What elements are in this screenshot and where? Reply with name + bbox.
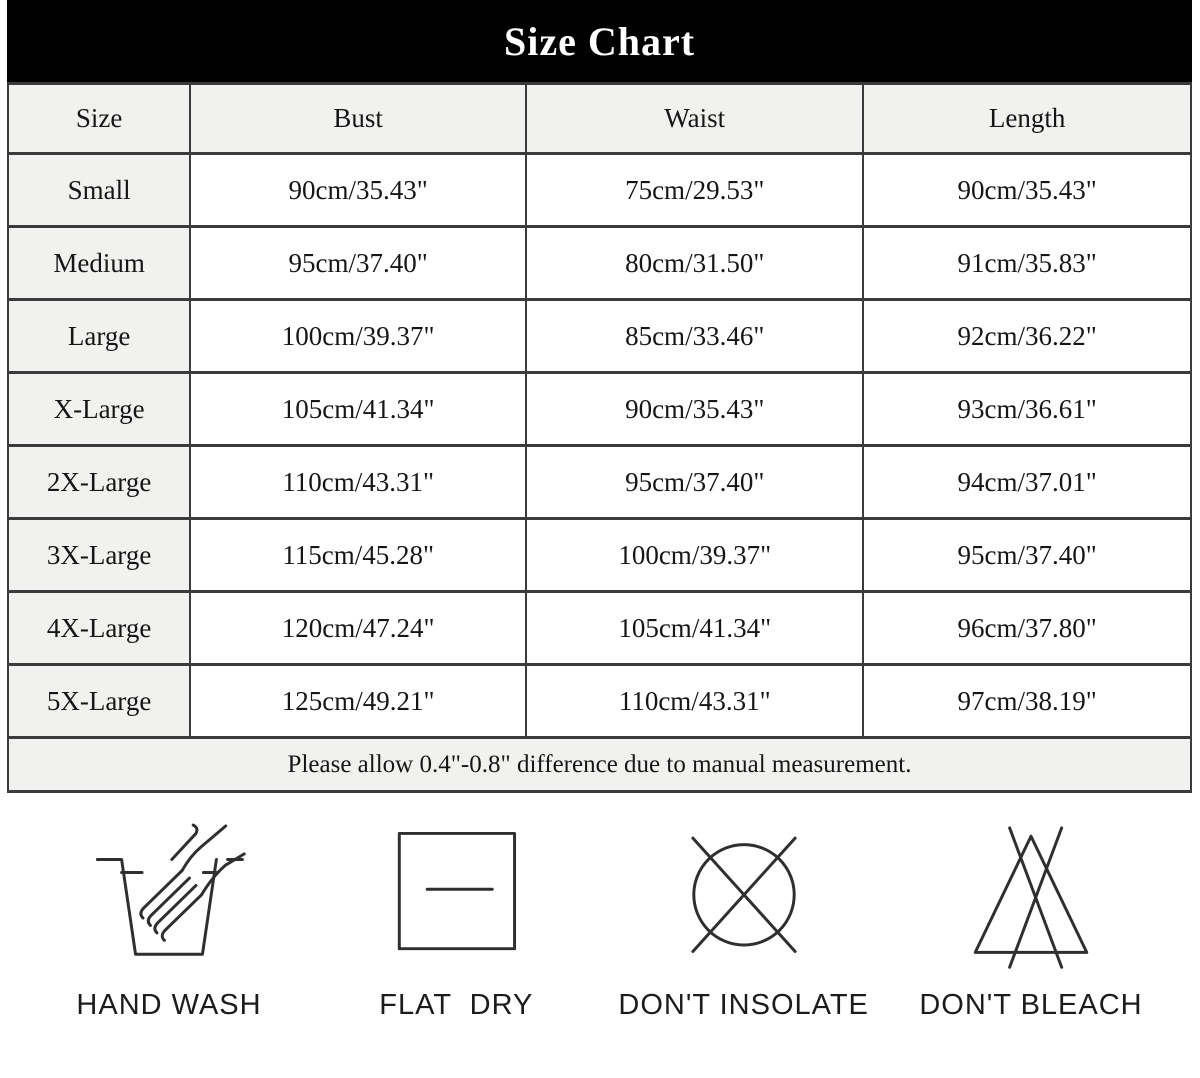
measurement-note: Please allow 0.4"-0.8" difference due to manual measurement. (8, 738, 1191, 792)
header-row (8, 84, 1191, 154)
column-header-bust: Bust (190, 84, 526, 154)
size-cell: 5X-Large (8, 665, 190, 738)
care-label-hand-wash: HAND WASH (76, 989, 262, 1021)
bust-cell: 125cm/49.21" (190, 665, 526, 738)
hand-wash-icon (90, 813, 248, 971)
dont-insolate-icon (665, 813, 823, 971)
table-row (8, 519, 1191, 592)
bust-cell: 110cm/43.31" (190, 446, 526, 519)
length-cell: 95cm/37.40" (863, 519, 1191, 592)
length-cell: 94cm/37.01" (863, 446, 1191, 519)
waist-cell: 105cm/41.34" (526, 592, 863, 665)
size-chart-title: Size Chart (7, 0, 1192, 82)
bust-cell: 90cm/35.43" (190, 154, 526, 227)
table-row (8, 373, 1191, 446)
size-table-body (8, 154, 1191, 738)
length-cell: 97cm/38.19" (863, 665, 1191, 738)
column-header-length: Length (863, 84, 1191, 154)
size-cell: Medium (8, 227, 190, 300)
care-instructions (0, 793, 1200, 1022)
waist-cell: 85cm/33.46" (526, 300, 863, 373)
table-row (8, 592, 1191, 665)
care-item-dont-bleach (890, 813, 1172, 1022)
column-header-waist: Waist (526, 84, 863, 154)
length-cell: 92cm/36.22" (863, 300, 1191, 373)
table-row (8, 300, 1191, 373)
table-row (8, 665, 1191, 738)
bust-cell: 120cm/47.24" (190, 592, 526, 665)
care-item-flat-dry (315, 813, 597, 1022)
size-cell: X-Large (8, 373, 190, 446)
length-cell: 91cm/35.83" (863, 227, 1191, 300)
waist-cell: 75cm/29.53" (526, 154, 863, 227)
dont-bleach-icon (952, 813, 1110, 971)
table-row (8, 446, 1191, 519)
waist-cell: 100cm/39.37" (526, 519, 863, 592)
size-table-footer (8, 738, 1191, 792)
column-header-size: Size (8, 84, 190, 154)
waist-cell: 95cm/37.40" (526, 446, 863, 519)
length-cell: 93cm/36.61" (863, 373, 1191, 446)
care-item-hand-wash (28, 813, 310, 1022)
bust-cell: 115cm/45.28" (190, 519, 526, 592)
note-row (8, 738, 1191, 792)
size-table (7, 82, 1192, 793)
flat-dry-icon (377, 813, 535, 971)
size-cell: 2X-Large (8, 446, 190, 519)
care-label-dont-insolate: DON'T INSOLATE (618, 989, 869, 1021)
waist-cell: 80cm/31.50" (526, 227, 863, 300)
waist-cell: 90cm/35.43" (526, 373, 863, 446)
table-row (8, 227, 1191, 300)
size-chart (7, 0, 1192, 793)
care-label-flat-dry: FLAT DRY (379, 989, 534, 1021)
length-cell: 96cm/37.80" (863, 592, 1191, 665)
size-table-header (8, 84, 1191, 154)
size-cell: Small (8, 154, 190, 227)
care-label-dont-bleach: DON'T BLEACH (919, 989, 1143, 1021)
bust-cell: 105cm/41.34" (190, 373, 526, 446)
table-row (8, 154, 1191, 227)
waist-cell: 110cm/43.31" (526, 665, 863, 738)
care-item-dont-insolate (603, 813, 885, 1022)
bust-cell: 95cm/37.40" (190, 227, 526, 300)
size-cell: 4X-Large (8, 592, 190, 665)
size-cell: Large (8, 300, 190, 373)
length-cell: 90cm/35.43" (863, 154, 1191, 227)
size-cell: 3X-Large (8, 519, 190, 592)
bust-cell: 100cm/39.37" (190, 300, 526, 373)
